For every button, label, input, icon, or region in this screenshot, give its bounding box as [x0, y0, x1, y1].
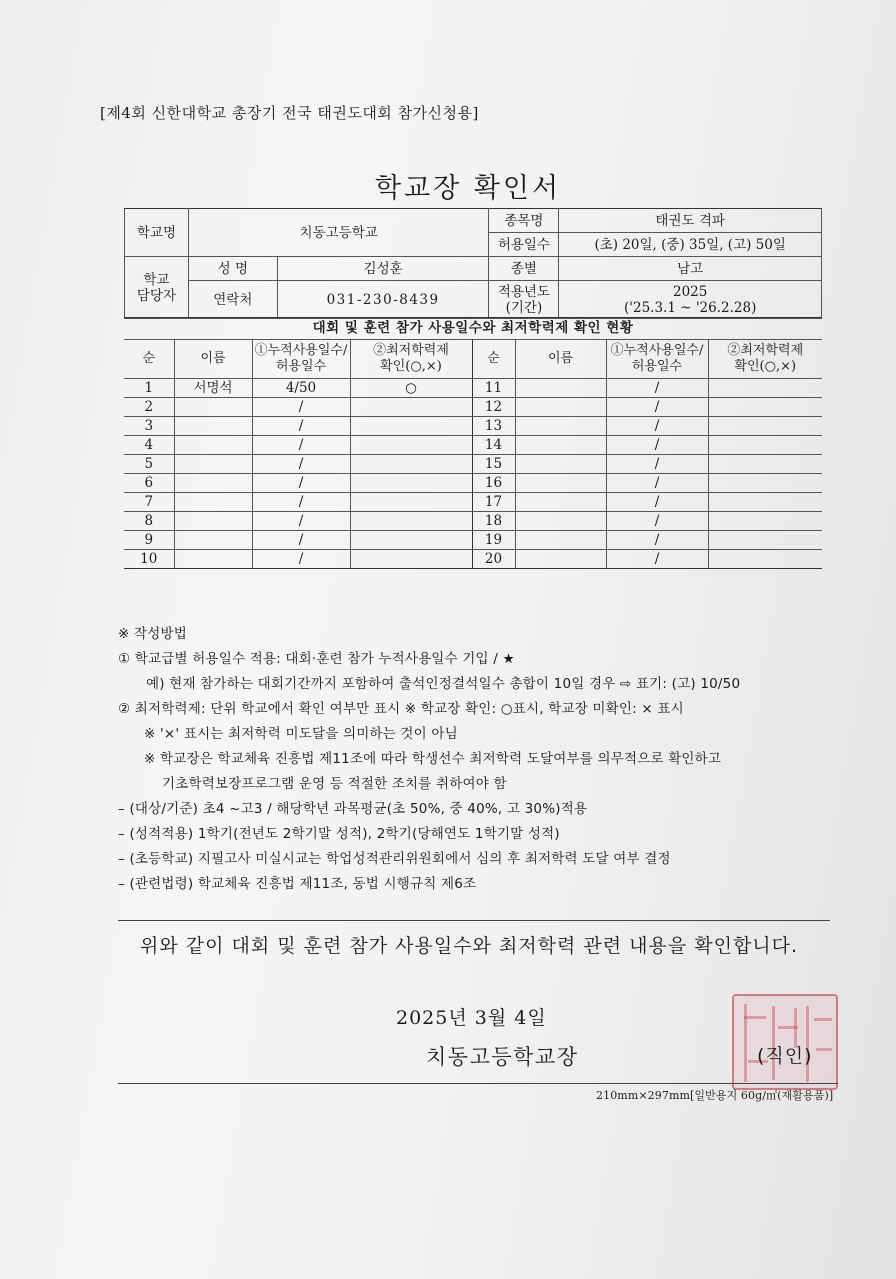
gender-value: 남고	[559, 257, 822, 281]
row-academic-left	[350, 436, 472, 455]
row-name-left: 서명석	[174, 379, 252, 398]
allowed-days-value: (초) 20일, (중) 35일, (고) 50일	[559, 233, 822, 257]
row-no-right: 11	[472, 379, 515, 398]
row-name-left	[174, 550, 252, 569]
row-days-left: /	[252, 398, 350, 417]
instruction-line: ② 최저학력제: 단위 학교에서 확인 여부만 표시 ※ 학교장 확인: ○표시, 학교장 미확인: × 표시	[118, 701, 684, 717]
document-title: 학교장 확인서	[374, 173, 562, 204]
row-days-right: /	[606, 455, 708, 474]
row-no-left: 8	[124, 512, 174, 531]
col-academic-left-line1: ②최저학력제	[373, 343, 449, 358]
row-academic-right	[708, 512, 822, 531]
row-name-left	[174, 417, 252, 436]
table-row	[124, 455, 822, 474]
col-days-left-line2: 허용일수	[275, 359, 327, 374]
row-no-right: 18	[472, 512, 515, 531]
row-days-right: /	[606, 512, 708, 531]
row-days-left: /	[252, 550, 350, 569]
instruction-line: 기초학력보장프로그램 운영 등 적절한 조치를 취하여야 함	[162, 776, 507, 792]
row-academic-left	[350, 550, 472, 569]
row-name-right	[515, 417, 606, 436]
row-name-right	[515, 455, 606, 474]
instructions	[118, 622, 838, 897]
row-no-left: 2	[124, 398, 174, 417]
row-no-right: 17	[472, 493, 515, 512]
contact-label: 연락처	[188, 281, 277, 319]
row-no-left: 3	[124, 417, 174, 436]
row-academic-right	[708, 474, 822, 493]
school-info-table	[124, 208, 822, 319]
manager-label-line1: 학교	[143, 271, 170, 288]
row-name-right	[515, 550, 606, 569]
instruction-line: – (관련법령) 학교체육 진흥법 제11조, 동법 시행규칙 제6조	[118, 876, 477, 892]
table-row	[124, 417, 822, 436]
row-no-right: 16	[472, 474, 515, 493]
col-days-left	[252, 340, 350, 379]
col-days-right-line2: 허용일수	[631, 359, 683, 374]
year-label-line2: (기간)	[505, 299, 543, 316]
principal-title: 치동고등학교장	[426, 1045, 579, 1069]
row-no-right: 15	[472, 455, 515, 474]
row-days-left: /	[252, 531, 350, 550]
row-academic-right	[708, 531, 822, 550]
row-name-right	[515, 474, 606, 493]
row-days-right: /	[606, 550, 708, 569]
row-academic-left	[350, 512, 472, 531]
table-row	[124, 493, 822, 512]
row-no-left: 5	[124, 455, 174, 474]
row-no-left: 10	[124, 550, 174, 569]
row-days-left: /	[252, 512, 350, 531]
row-academic-left	[350, 398, 472, 417]
instruction-line: – (초등학교) 지필고사 미실시교는 학업성적관리위원회에서 심의 후 최저학력 도달 여부 결정	[118, 851, 671, 867]
col-name-right: 이름	[515, 340, 606, 379]
row-academic-right	[708, 455, 822, 474]
row-name-left	[174, 455, 252, 474]
row-academic-left	[350, 455, 472, 474]
row-days-left: /	[252, 493, 350, 512]
event-value: 태권도 격파	[559, 209, 822, 233]
table-row	[124, 474, 822, 493]
row-days-right: /	[606, 474, 708, 493]
confirmation-date: 2025년 3월 4일	[396, 1007, 547, 1029]
row-days-left: /	[252, 436, 350, 455]
row-academic-right	[708, 493, 822, 512]
row-academic-left	[350, 474, 472, 493]
contact-value: 031-230-8439	[277, 281, 489, 319]
row-name-left	[174, 474, 252, 493]
row-academic-left: ○	[350, 379, 472, 398]
divider-bottom	[118, 1083, 838, 1084]
col-no-left: 순	[124, 340, 174, 379]
event-label: 종목명	[489, 209, 559, 233]
instruction-line: ※ 학교장은 학교체육 진흥법 제11조에 따라 학생선수 최저학력 도달여부를 의무적으로 확인하고	[144, 751, 722, 767]
row-no-left: 1	[124, 379, 174, 398]
row-name-right	[515, 512, 606, 531]
col-days-right	[606, 340, 708, 379]
manager-name-value: 김성훈	[277, 257, 489, 281]
row-no-right: 13	[472, 417, 515, 436]
row-academic-left	[350, 531, 472, 550]
row-no-left: 6	[124, 474, 174, 493]
row-name-left	[174, 398, 252, 417]
row-days-right: /	[606, 379, 708, 398]
row-name-right	[515, 493, 606, 512]
row-days-left: /	[252, 474, 350, 493]
col-no-right: 순	[472, 340, 515, 379]
confirmation-text: 위와 같이 대회 및 훈련 참가 사용일수와 최저학력 관련 내용을 확인합니다.	[140, 935, 799, 957]
divider-top	[118, 920, 830, 921]
row-no-left: 4	[124, 436, 174, 455]
row-days-right: /	[606, 436, 708, 455]
row-days-left: 4/50	[252, 379, 350, 398]
row-days-right: /	[606, 493, 708, 512]
col-name-left: 이름	[174, 340, 252, 379]
col-academic-left	[350, 340, 472, 379]
row-no-right: 12	[472, 398, 515, 417]
row-name-left	[174, 436, 252, 455]
row-academic-left	[350, 417, 472, 436]
row-name-right	[515, 531, 606, 550]
instruction-line: ※ '×' 표시는 최저학력 미도달을 의미하는 것이 아님	[144, 726, 458, 742]
row-name-right	[515, 398, 606, 417]
row-no-right: 20	[472, 550, 515, 569]
year-value-line1: 2025	[673, 283, 708, 300]
year-value	[559, 281, 822, 319]
row-academic-right	[708, 417, 822, 436]
row-days-left: /	[252, 455, 350, 474]
row-academic-right	[708, 436, 822, 455]
paper-spec: 210mm×297mm[일반용지 60g/㎡(재활용품)]	[596, 1089, 834, 1102]
year-label-line1: 적용년도	[497, 283, 550, 300]
col-days-right-line1: ①누적사용일수/	[610, 343, 704, 358]
row-days-right: /	[606, 531, 708, 550]
row-academic-right	[708, 550, 822, 569]
row-name-left	[174, 512, 252, 531]
usage-table	[124, 339, 822, 569]
row-days-right: /	[606, 398, 708, 417]
row-name-left	[174, 493, 252, 512]
manager-label-line2: 담당자	[136, 287, 177, 304]
table-row	[124, 512, 822, 531]
row-days-right: /	[606, 417, 708, 436]
allowed-days-label: 허용일수	[489, 233, 559, 257]
manager-name-label: 성 명	[188, 257, 277, 281]
row-name-left	[174, 531, 252, 550]
table-row	[124, 436, 822, 455]
col-academic-left-line2: 확인(○,×)	[380, 359, 442, 374]
col-academic-right-line1: ②최저학력제	[727, 343, 804, 358]
row-no-right: 19	[472, 531, 515, 550]
col-academic-right-line2: 확인(○,×)	[734, 359, 797, 374]
row-no-left: 9	[124, 531, 174, 550]
table-row	[124, 379, 822, 398]
year-value-line2: ('25.3.1 ~ '26.2.28)	[624, 299, 757, 316]
instruction-line: ① 학교급별 허용일수 적용: 대회·훈련 참가 누적사용일수 기입 / ★	[118, 651, 515, 667]
row-academic-left	[350, 493, 472, 512]
school-name-value: 치동고등학교	[188, 209, 489, 257]
header-note: [제4회 신한대학교 총장기 전국 태권도대회 참가신청용]	[100, 104, 479, 122]
row-academic-right	[708, 379, 822, 398]
row-days-left: /	[252, 417, 350, 436]
school-name-label: 학교명	[125, 209, 189, 257]
usage-table-body	[124, 379, 822, 569]
gender-label: 종별	[489, 257, 559, 281]
table-row	[124, 398, 822, 417]
table-row	[124, 531, 822, 550]
row-no-left: 7	[124, 493, 174, 512]
instruction-line: – (성적적용) 1학기(전년도 2학기말 성적), 2학기(당해연도 1학기말 성적)	[118, 826, 560, 842]
manager-label	[125, 257, 189, 319]
seal-label: (직인)	[757, 1045, 813, 1067]
row-no-right: 14	[472, 436, 515, 455]
row-name-right	[515, 379, 606, 398]
instruction-line: ※ 작성방법	[118, 626, 187, 642]
instruction-line: 예) 현재 참가하는 대회기간까지 포함하여 출석인정결석일수 총합이 10일 경우 ⇨ 표기: (고) 10/50	[146, 676, 741, 692]
col-days-left-line1: ①누적사용일수/	[254, 343, 348, 358]
section-caption	[124, 317, 822, 340]
row-academic-right	[708, 398, 822, 417]
col-academic-right	[708, 340, 822, 379]
section-caption-text: 대회 및 훈련 참가 사용일수와 최저학력제 확인 현황	[312, 320, 634, 336]
row-name-right	[515, 436, 606, 455]
table-row	[124, 550, 822, 569]
instruction-line: – (대상/기준) 초4 ~고3 / 해당학년 과목평균(초 50%, 중 40%, 고 30%)적용	[118, 801, 588, 817]
year-label	[489, 281, 559, 319]
